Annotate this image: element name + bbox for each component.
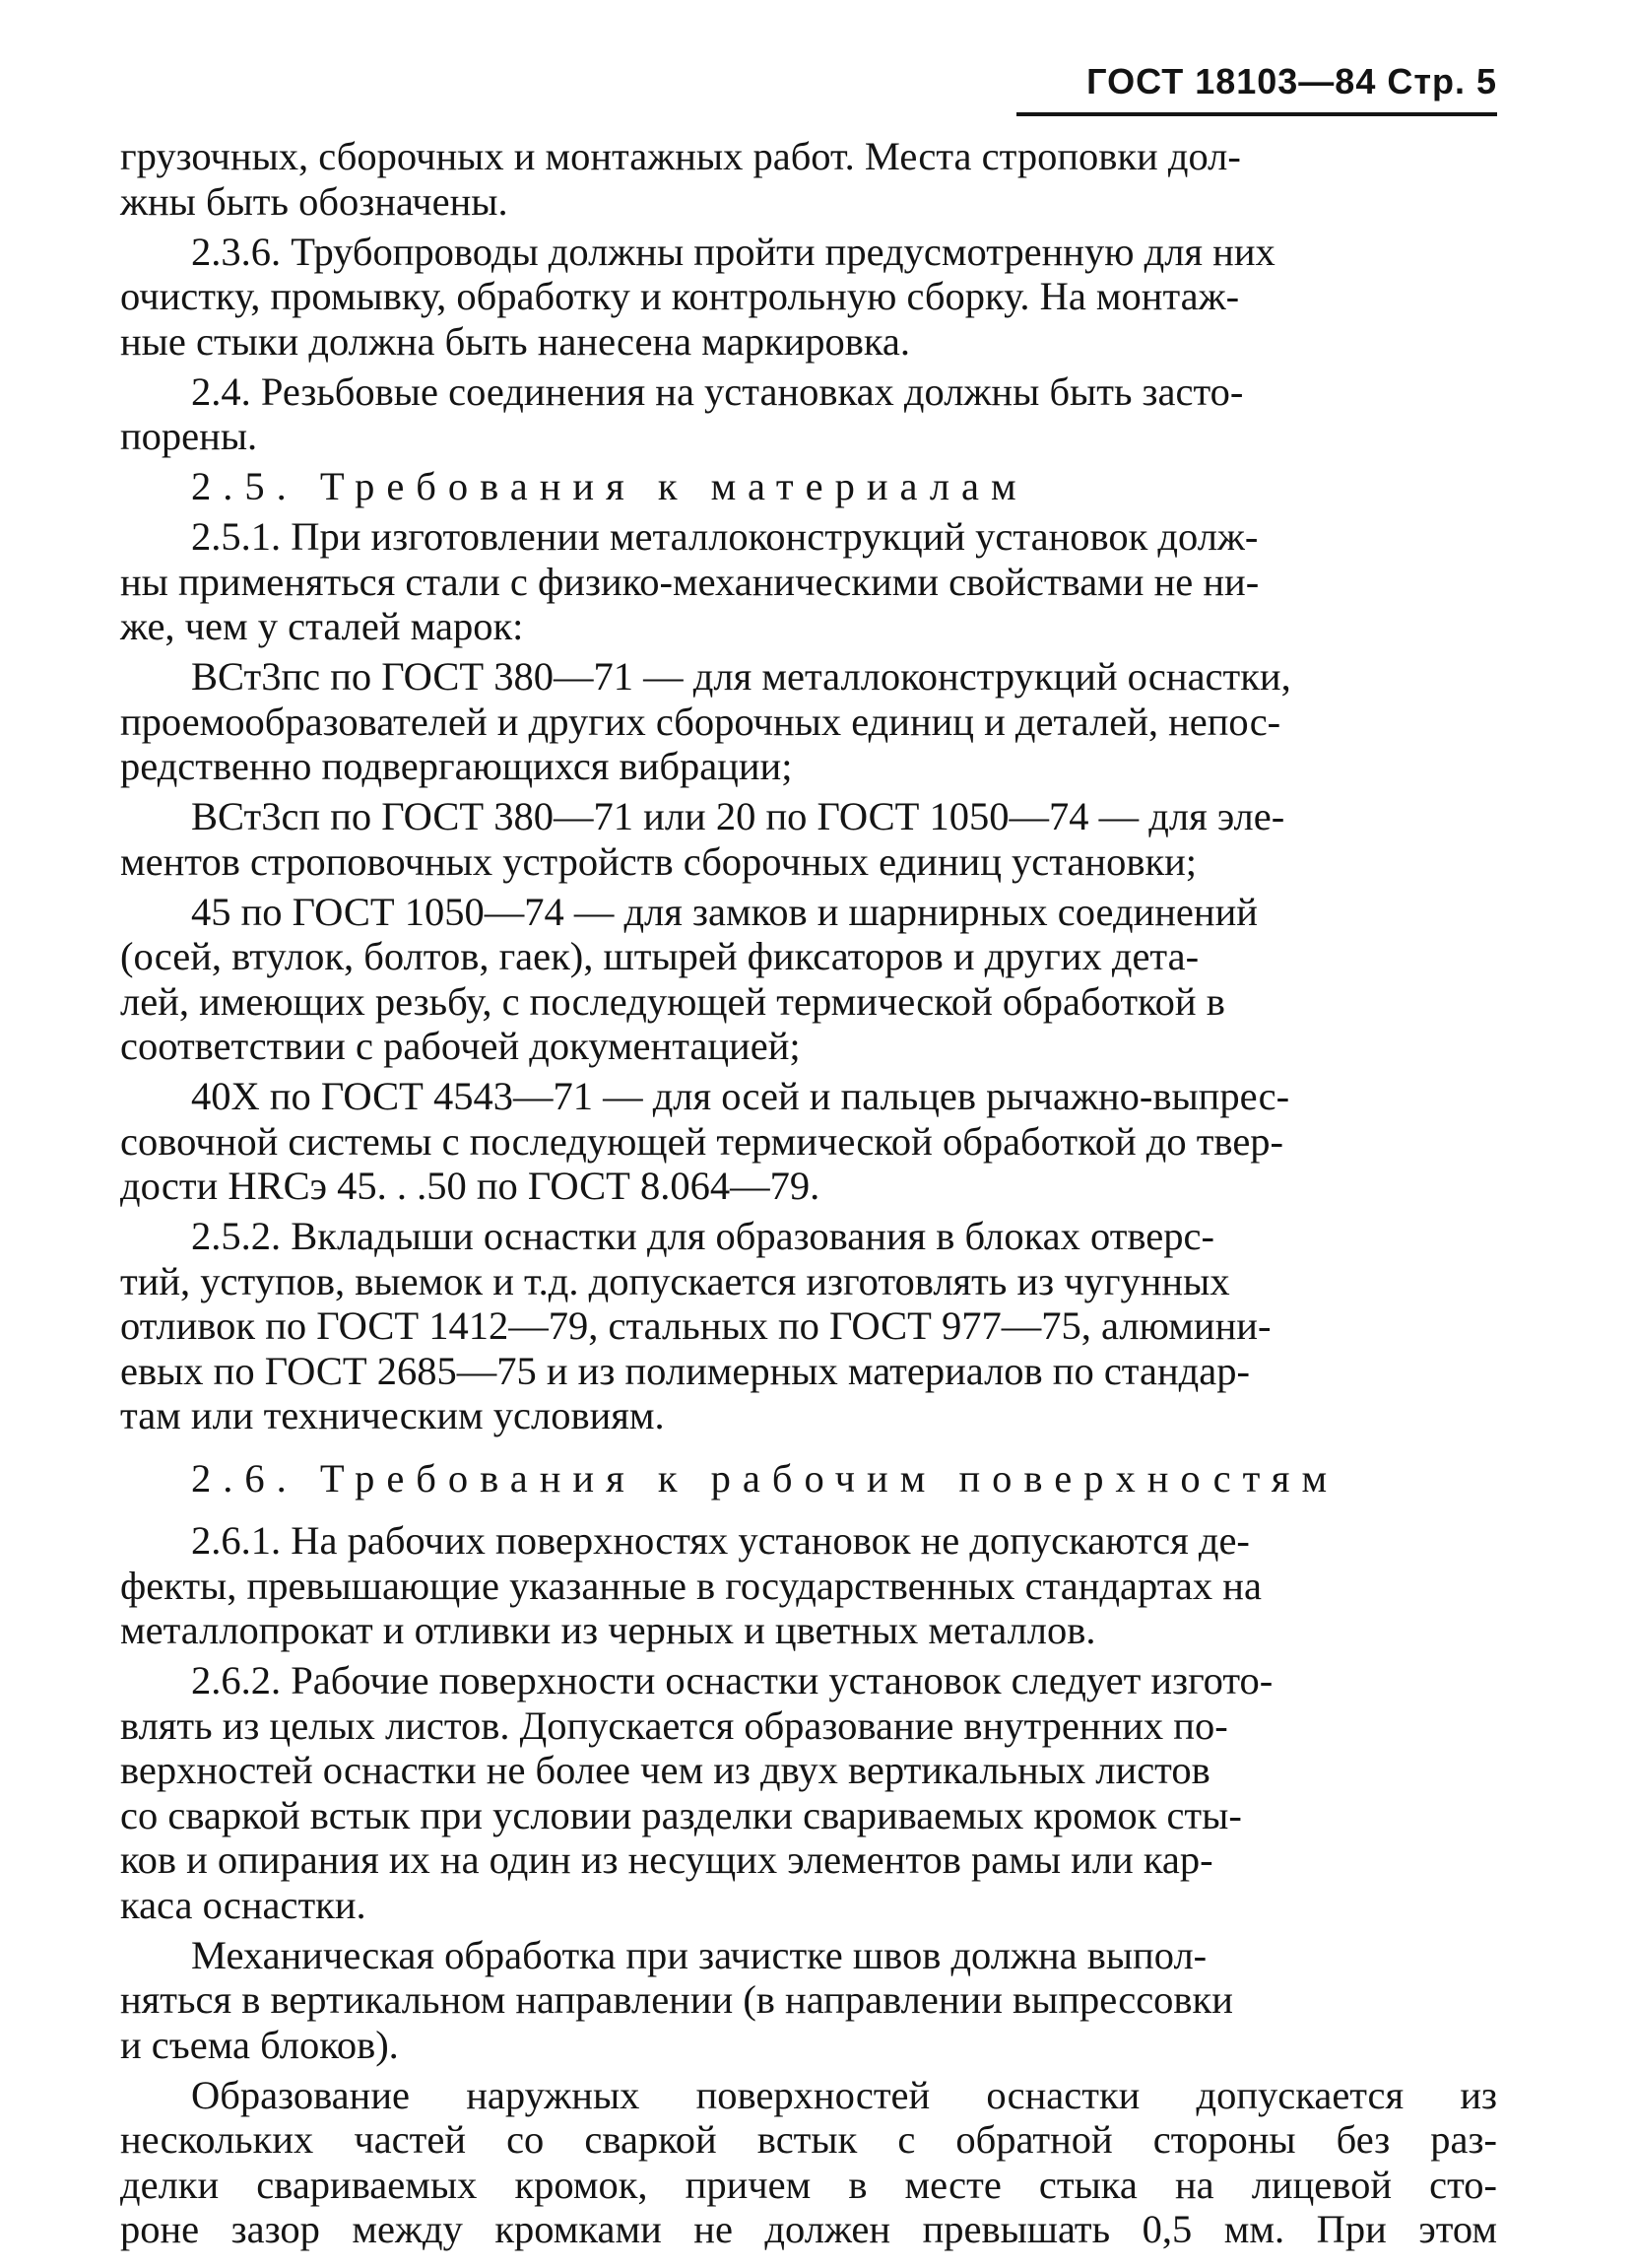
text-line: 2.4. Резьбовые соединения на установках должны быть засто- — [191, 368, 1244, 414]
text-line: ны применяться стали с физико-механическими свойствами не ни- — [120, 559, 1260, 604]
text-line: делки свариваемых кромок, причем в месте стыка на лицевой сто- — [120, 2162, 1497, 2207]
section-heading-materials — [120, 464, 1497, 509]
document-body — [120, 134, 1497, 2257]
paragraph-machining — [120, 1933, 1497, 2068]
text-line: няться в вертикальном направлении (в направлении выпрессовки — [120, 1977, 1233, 2022]
text-line: 40Х по ГОСТ 4543—71 — для осей и пальцев рычажно-выпрес- — [191, 1074, 1290, 1118]
text-line: роне зазор между кромками не должен превышать 0,5 мм. При этом — [120, 2207, 1497, 2251]
text-line: проемообразователей и других сборочных единиц и деталей, непос- — [120, 699, 1281, 744]
text-line: очистку, промывку, обработку и контрольную сборку. На монтаж- — [120, 274, 1240, 318]
text-line: отливок по ГОСТ 1412—79, стальных по ГОСТ 977—75, алюмини- — [120, 1303, 1272, 1348]
text-line: дости HRCэ 45. . .50 по ГОСТ 8.064—79. — [120, 1164, 820, 1208]
paragraph-outer-surfaces — [120, 2073, 1497, 2252]
text-line: ные стыки должна быть нанесена маркировка. — [120, 318, 910, 364]
text-line: Механическая обработка при зачистке швов должна выпол- — [191, 1932, 1208, 1977]
text-line: и съема блоков). — [120, 2022, 399, 2067]
paragraph-continuation — [120, 134, 1497, 224]
text-line: ВСт3пс по ГОСТ 380—71 — для металлоконструкций оснастки, — [191, 654, 1291, 699]
text-line: евых по ГОСТ 2685—75 и из полимерных материалов по стандар- — [120, 1348, 1250, 1393]
paragraph-2-6-1 — [120, 1518, 1497, 1653]
text-line: порены. — [120, 414, 258, 458]
paragraph-2-4 — [120, 369, 1497, 459]
text-line: каса оснастки. — [120, 1882, 366, 1927]
heading-text: 2.6. Требования к рабочим поверхностям — [191, 1455, 1340, 1501]
text-line: ментов строповочных устройств сборочных единиц установки; — [120, 838, 1198, 884]
text-line: влять из целых листов. Допускается образование внутренних по- — [120, 1702, 1228, 1748]
text-line: Образование наружных поверхностей оснастки допускается из — [191, 2072, 1497, 2117]
page-header: ГОСТ 18103—84 Стр. 5 — [1016, 57, 1497, 116]
paragraph-2-5-1 — [120, 514, 1497, 649]
paragraph-2-5-2 — [120, 1214, 1497, 1438]
paragraph-vst3ps — [120, 654, 1497, 789]
text-line: верхностей оснастки не более чем из двух вертикальных листов — [120, 1748, 1210, 1792]
text-line: тий, уступов, выемок и т.д. допускается изготовлять из чугунных — [120, 1258, 1230, 1303]
text-line: редственно подвергающихся вибрации; — [120, 744, 793, 788]
text-line: же, чем у сталей марок: — [120, 604, 524, 648]
text-line: 2.5.1. При изготовлении металлоконструкций установок долж- — [191, 514, 1259, 559]
heading-text: 2.5. Требования к материалам — [191, 464, 1028, 508]
text-line: фекты, превышающие указанные в государственных стандартах на — [120, 1563, 1262, 1608]
paragraph-steel-40x — [120, 1074, 1497, 1209]
section-heading-working-surfaces — [120, 1456, 1497, 1501]
paragraph-vst3sp — [120, 794, 1497, 884]
paragraph-2-3-6 — [120, 230, 1497, 365]
text-line: со сваркой встык при условии разделки свариваемых кромок сты- — [120, 1792, 1242, 1837]
text-line: ВСт3сп по ГОСТ 380—71 или 20 по ГОСТ 1050—74 — для эле- — [191, 794, 1285, 838]
text-line: 2.5.2. Вкладыши оснастки для образования в блоках отверс- — [191, 1214, 1214, 1258]
text-line: лей, имеющих резьбу, с последующей термической обработкой в — [120, 978, 1225, 1024]
paragraph-steel-45 — [120, 890, 1497, 1069]
text-line: 2.6.2. Рабочие поверхности оснастки установок следует изгото- — [191, 1658, 1274, 1702]
text-line: соответствии с рабочей документацией; — [120, 1024, 801, 1068]
text-line: жны быть обозначены. — [120, 178, 508, 224]
text-line: нескольких частей со сваркой встык с обратной стороны без раз- — [120, 2117, 1497, 2162]
text-line: там или техническим условиям. — [120, 1393, 665, 1437]
text-line: совочной системы с последующей термической обработкой до твер- — [120, 1118, 1284, 1164]
text-line: металлопрокат и отливки из черных и цветных металлов. — [120, 1608, 1096, 1652]
text-line: 2.3.6. Трубопроводы должны пройти предусмотренную для них — [191, 229, 1275, 274]
text-line: грузочных, сборочных и монтажных работ. Места строповки дол- — [120, 134, 1241, 178]
text-line: (осей, втулок, болтов, гаек), штырей фиксаторов и других дета- — [120, 934, 1200, 978]
text-line: 2.6.1. На рабочих поверхностях установок не допускаются де- — [191, 1518, 1250, 1563]
text-line: 45 по ГОСТ 1050—74 — для замков и шарнирных соединений — [191, 889, 1258, 934]
paragraph-2-6-2 — [120, 1658, 1497, 1927]
text-line: ков и опирания их на один из несущих элементов рамы или кар- — [120, 1837, 1213, 1882]
